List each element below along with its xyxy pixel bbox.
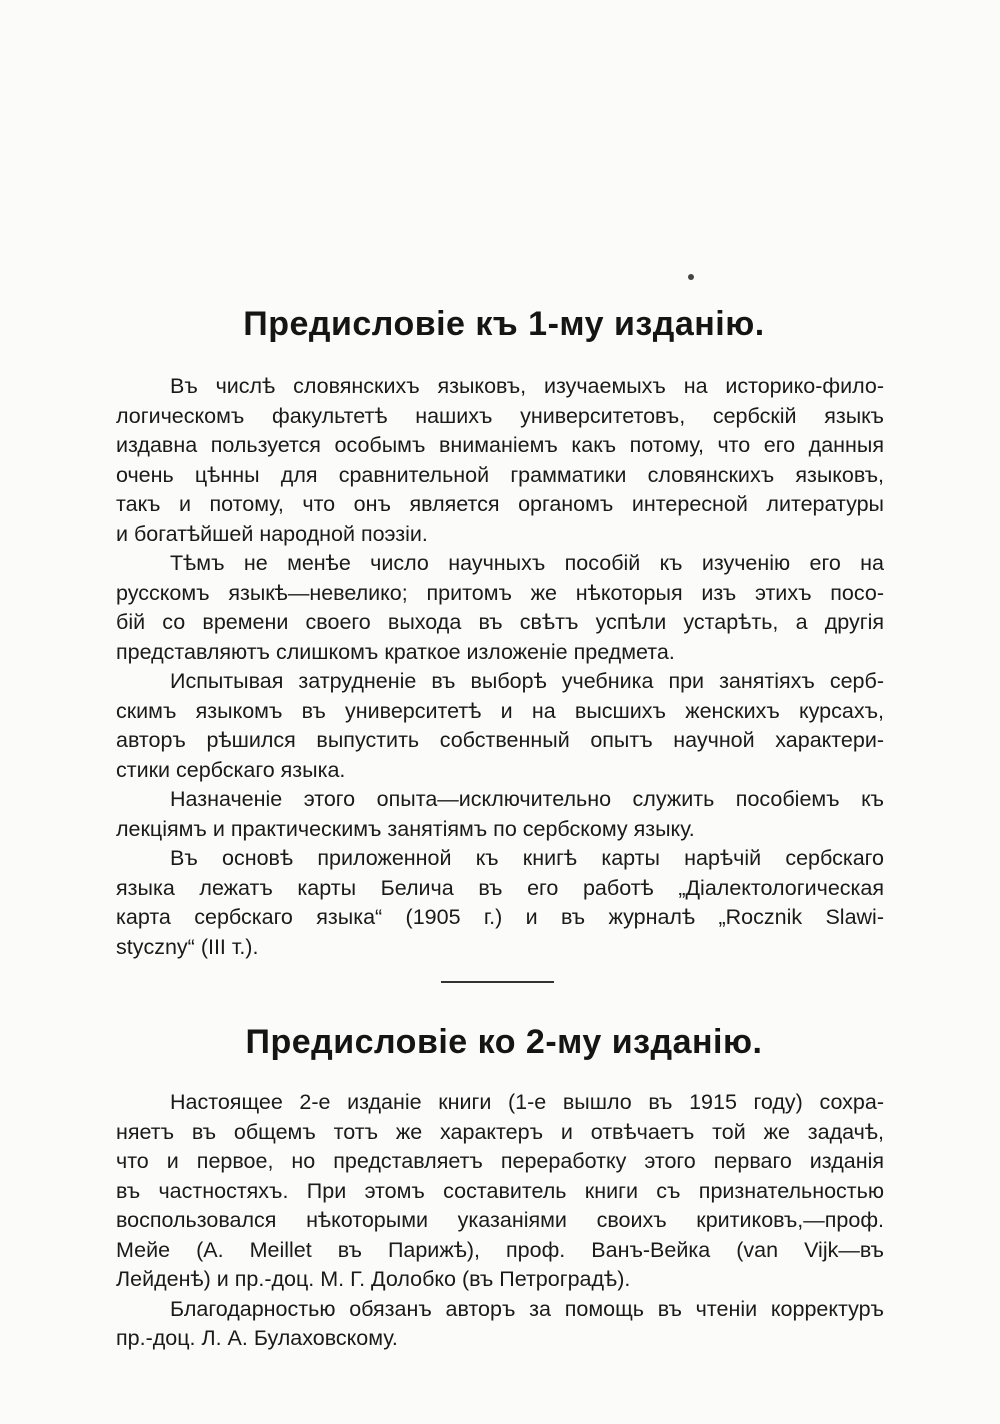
text-line: языка лежатъ карты Белича въ его работѣ „Діалектологическая xyxy=(116,875,884,900)
section-divider xyxy=(441,981,554,983)
text-line: Въ числѣ словянскихъ языковъ, изучаемыхъ на историко-фило- xyxy=(170,374,884,398)
text-line: лекціямъ и практическимъ занятіямъ по сербскому языку. xyxy=(116,816,695,841)
text-line: такъ и потому, что онъ является органомъ интересной литературы xyxy=(116,492,884,516)
text-line: очень цѣнны для сравнительной грамматики словянскихъ языковъ, xyxy=(116,462,884,487)
text-line: карта сербскаго языка“ (1905 г.) и въ журналѣ „Rocznik Slawi- xyxy=(116,905,884,929)
text-line: воспользовался нѣкоторыми указаніями своихъ критиковъ,—проф. xyxy=(116,1208,884,1232)
text-line: логическомъ факультетѣ нашихъ университетовъ, сербскій языкъ xyxy=(116,403,884,428)
text-line: Лейденѣ) и пр.-доц. М. Г. Долобко (въ Петроградѣ). xyxy=(116,1267,631,1291)
text-line: представляютъ слишкомъ краткое изложеніе предмета. xyxy=(116,639,675,664)
text-line: издавна пользуется особымъ вниманіемъ какъ потому, что его данныя xyxy=(116,433,884,457)
text-line: Благодарностью обязанъ авторъ за помощь въ чтеніи корректуръ xyxy=(170,1296,884,1321)
ink-speck xyxy=(688,274,694,280)
text-line: русскомъ языкѣ—невелико; притомъ же нѣкоторыя изъ этихъ посо- xyxy=(116,580,884,605)
text-line: пр.-доц. Л. А. Булаховскому. xyxy=(116,1326,398,1350)
preface-1-title: Предисловіе къ 1-му изданію. xyxy=(243,305,765,343)
text-line: и богатѣйшей народной поэзіи. xyxy=(116,521,428,546)
preface-2-body xyxy=(116,1088,884,1354)
preface-2-title: Предисловіе ко 2-му изданію. xyxy=(245,1023,763,1061)
text-line: что и первое, но представляетъ переработку этого перваго изданія xyxy=(116,1149,884,1173)
text-line: авторъ рѣшился выпустить собственный опытъ научной характери- xyxy=(116,728,884,752)
text-line: скимъ языкомъ въ университетѣ и на высшихъ женскихъ курсахъ, xyxy=(116,698,884,723)
text-line: Тѣмъ не менѣе число научныхъ пособій къ изученію его на xyxy=(170,551,884,575)
text-line: въ частностяхъ. При этомъ составитель книги съ признательностью xyxy=(116,1178,884,1203)
preface-1-body xyxy=(116,372,884,962)
text-line: Испытывая затрудненіе въ выборѣ учебника при занятіяхъ серб- xyxy=(170,669,884,693)
text-line: стики сербскаго языка. xyxy=(116,757,346,782)
text-line: Назначеніе этого опыта—исключительно служить пособіемъ къ xyxy=(170,787,884,811)
text-line: няетъ въ общемъ тотъ же характеръ и отвѣчаетъ той же задачѣ, xyxy=(116,1119,884,1144)
text-line: бій со времени своего выхода въ свѣтъ успѣли устарѣть, а другія xyxy=(116,610,884,634)
text-line: Въ основѣ приложенной къ книгѣ карты нарѣчій сербскаго xyxy=(170,846,884,870)
text-line: Мейе (А. Meillet въ Парижѣ), проф. Ванъ-Вейка (van Vijk—въ xyxy=(116,1237,884,1262)
text-line: styczny“ (III т.). xyxy=(116,934,259,959)
text-line: Настоящее 2-е изданіе книги (1-е вышло въ 1915 году) сохра- xyxy=(170,1090,884,1114)
